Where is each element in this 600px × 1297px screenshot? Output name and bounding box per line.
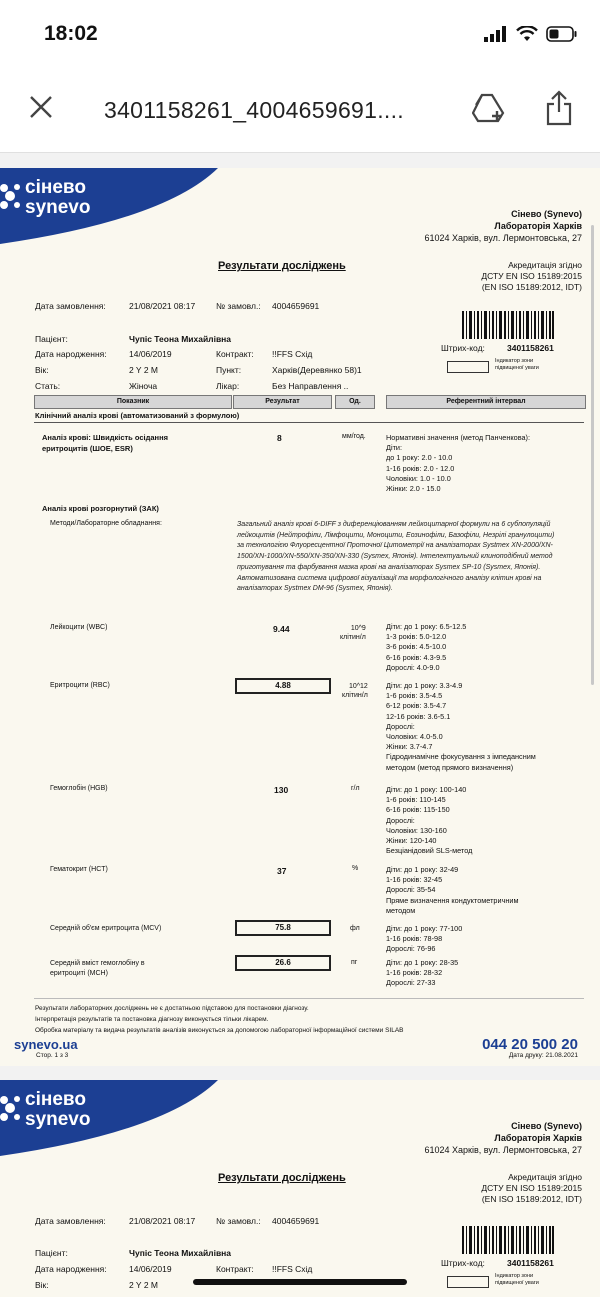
- share-icon[interactable]: [546, 90, 572, 126]
- result-name: Гемоглобін (HGB): [50, 785, 108, 792]
- document-page-2[interactable]: [0, 1080, 600, 1297]
- footer-note-2: Інтерпретація результатів та постановка діагнозу виконується тільки лікарем.: [35, 1016, 269, 1023]
- logo-text-en: synevo: [25, 1109, 91, 1130]
- scrollbar[interactable]: [591, 225, 594, 685]
- home-indicator[interactable]: [193, 1279, 407, 1285]
- result-unit: 10^9 клітин/л: [340, 625, 366, 641]
- synevo-logo-icon: [0, 181, 22, 213]
- result-value-flagged: 75.8: [235, 920, 331, 936]
- result-name: Гематокрит (HCT): [50, 866, 108, 873]
- dob-label: Дата народження:: [35, 1264, 107, 1274]
- point-value: Харків(Деревянко 58)1: [272, 365, 362, 375]
- logo-text-ua: сінево: [25, 1089, 86, 1110]
- result-unit: г/л: [351, 785, 360, 792]
- attention-indicator-label: Індикатор зони підвищеної уваги: [495, 1273, 539, 1286]
- logo-text-en: synevo: [25, 197, 91, 218]
- battery-icon: [546, 26, 578, 42]
- file-name: 3401158261_4004659691....: [104, 97, 404, 123]
- sex-label: Стать:: [35, 381, 61, 391]
- contract-label: Контракт:: [216, 349, 254, 359]
- footer-phone: 044 20 500 20: [482, 1036, 578, 1053]
- order-date: 21/08/2021 08:17: [129, 301, 196, 311]
- accreditation-line1: Акредитація згідно: [508, 1172, 582, 1182]
- status-time: 18:02: [44, 22, 98, 45]
- result-name: Еритроцити (RBC): [50, 682, 110, 689]
- methods-text: Загальний аналіз крові 6-DIFF з диференціюванням лейкоцитарної формули на 6 субпопуляцій лейкоцитів (Нейтрофіли, Лімфоцити, Моноцити, Еозинофіли, Базофіли, Незрілі гранулоцити) за технологією Флуоресцентної Проточної Цитометрії на аналізаторах Systmex XN-2000/XN-1500/XN-1000/XN-550/XN-350/XN-330 (Sysmex, Японія). Інтелектуальний клиноподібний метод приготування та фарбування мазка крові на аналізаторах Sysmex SP-10 (Sysmex, Японія). Автоматизована система цифрової візуалізації та морфологічного аналізу клітин крові на аналізаторах Systmex DM-96 (Sysmex, Японія).: [237, 521, 555, 593]
- wifi-icon: [516, 26, 538, 42]
- attention-indicator-box: [447, 1276, 489, 1288]
- header-result: Результат: [233, 395, 332, 409]
- doctor-value: Без Направлення ..: [272, 381, 349, 391]
- methods-label: Методи/Лабораторне обладнання:: [50, 520, 162, 527]
- result-reference: Діти: до 1 року: 3.3-4.9 1-6 років: 3.5-4.5 6-12 років: 3.5-4.7 12-16 років: 3.6-5.1 Дорослі: Чоловіки: 4.0-5.0 Жінки: 3.7-4.7 Гідродинамічне фокусування з імпедансним методом (метод прямого визначення): [386, 681, 536, 772]
- accreditation-line2: ДСТУ EN ISO 15189:2015: [481, 1183, 582, 1193]
- header-reference: Референтний інтервал: [386, 395, 586, 409]
- footer-print-date: Дата друку: 21.08.2021: [508, 1052, 578, 1059]
- section-divider: [34, 422, 584, 423]
- result-name: Середній вміст гемоглобіну в еритроциті (MCH): [50, 960, 145, 977]
- dob-value: 14/06/2019: [129, 349, 172, 359]
- result-unit: %: [352, 865, 359, 872]
- result-value: 9.44: [273, 624, 290, 634]
- lab-name: Сінево (Synevo): [511, 209, 582, 219]
- sex-value: Жіноча: [129, 381, 158, 391]
- age-label: Вік:: [35, 1280, 49, 1290]
- order-date-label: Дата замовлення:: [35, 1216, 106, 1226]
- lab-address: 61024 Харків, вул. Лермонтовська, 27: [424, 233, 582, 243]
- lab-name: Сінево (Synevo): [511, 1121, 582, 1131]
- result-reference: Діти: до 1 року: 28-35 1-16 років: 28-32 Дорослі: 27-33: [386, 958, 459, 988]
- doctor-label: Лікар:: [216, 381, 240, 391]
- section-clinical: Клінічний аналіз крові (автоматизований з формулою): [35, 411, 240, 420]
- contract-value: !!FFS Схід: [272, 1264, 313, 1274]
- order-number-label: № замовл.:: [216, 1216, 261, 1226]
- patient-name: Чупіс Теона Михайлівна: [129, 334, 232, 344]
- age-value: 2 Y 2 M: [129, 365, 158, 375]
- header-unit: Од.: [335, 395, 375, 409]
- status-icons: [484, 26, 578, 42]
- result-unit: 10^12 клітин/л: [342, 683, 368, 699]
- patient-label: Пацієнт:: [35, 334, 68, 344]
- page-title: Результати досліджень: [218, 260, 346, 272]
- synevo-logo-icon: [0, 1093, 22, 1125]
- attention-indicator-label: Індикатор зони підвищеної уваги: [495, 358, 539, 371]
- signal-icon: [484, 26, 508, 42]
- result-reference: Діти: до 1 року: 100-140 1-6 років: 110-145 6-16 років: 115-150 Дорослі: Чоловіки: 130-160 Жінки: 120-140 Безціанідовий SLS-метод: [386, 785, 473, 856]
- result-unit: пг: [351, 959, 358, 966]
- result-value-flagged: 4.88: [235, 678, 331, 694]
- order-date: 21/08/2021 08:17: [129, 1216, 196, 1226]
- esr-value: 8: [277, 433, 282, 443]
- section-cbc: Аналіз крові розгорнутий (ЗАК): [42, 504, 159, 513]
- lab-address: 61024 Харків, вул. Лермонтовська, 27: [424, 1145, 582, 1155]
- point-label: Пункт:: [216, 365, 242, 375]
- result-unit: фл: [350, 925, 360, 932]
- result-value: 37: [277, 866, 287, 876]
- result-value: 130: [274, 785, 289, 795]
- viewer-toolbar: [0, 70, 600, 153]
- esr-unit: мм/год.: [342, 433, 366, 440]
- status-bar: [0, 0, 600, 70]
- esr-name: Аналіз крові: Швидкість осідання еритроцитів (ШОЕ, ESR): [42, 433, 168, 453]
- accreditation-line2: ДСТУ EN ISO 15189:2015: [481, 271, 582, 281]
- order-number: 4004659691: [272, 1216, 320, 1226]
- barcode-label: Штрих-код:: [441, 1258, 485, 1268]
- accreditation-line3: (EN ISO 15189:2012, IDT): [481, 282, 582, 292]
- age-label: Вік:: [35, 365, 49, 375]
- contract-value: !!FFS Схід: [272, 349, 313, 359]
- barcode-image: [462, 1226, 554, 1254]
- dob-label: Дата народження:: [35, 349, 107, 359]
- lab-branch: Лабораторія Харків: [494, 221, 582, 231]
- page-title: Результати досліджень: [218, 1172, 346, 1184]
- patient-label: Пацієнт:: [35, 1248, 68, 1258]
- result-name: Середній об'єм еритроцита (MCV): [50, 925, 162, 932]
- esr-reference: Нормативні значення (метод Панченкова): Діти: до 1 року: 2.0 - 10.0 1-16 років: 2.0 - 12.0 Чоловіки: 1.0 - 10.0 Жінки: 2.0 - 15.0: [386, 433, 531, 494]
- result-value-flagged: 26.6: [235, 955, 331, 971]
- barcode-value: 3401158261: [507, 1258, 554, 1268]
- accreditation-line1: Акредитація згідно: [508, 260, 582, 270]
- footer-page: Стор. 1 з 3: [36, 1052, 69, 1059]
- footer-site: synevo.ua: [14, 1037, 78, 1052]
- result-reference: Діти: до 1 року: 77-100 1-16 років: 78-98 Дорослі: 76-96: [386, 924, 463, 954]
- result-reference: Діти: до 1 року: 6.5-12.5 1-3 років: 5.0-12.0 3-6 років: 4.5-10.0 6-16 років: 4.3-9.5 Дорослі: 4.0-9.0: [386, 622, 467, 672]
- footer-divider: [34, 998, 584, 999]
- header-indicator: Показник: [34, 395, 232, 409]
- contract-label: Контракт:: [216, 1264, 254, 1274]
- order-number-label: № замовл.:: [216, 301, 261, 311]
- lab-branch: Лабораторія Харків: [494, 1133, 582, 1143]
- order-number: 4004659691: [272, 301, 320, 311]
- footer-note-1: Результати лабораторних досліджень не є достатньою підставою для постановки діагнозу.: [35, 1005, 309, 1012]
- logo-text-ua: сінево: [25, 177, 86, 198]
- footer-note-3: Обробка матеріалу та видача результатів аналізів виконується за допомогою лабораторної інформаційної системи SILAB: [35, 1027, 404, 1034]
- barcode-label: Штрих-код:: [441, 343, 485, 353]
- dob-value: 14/06/2019: [129, 1264, 172, 1274]
- result-name: Лейкоцити (WBC): [50, 624, 108, 631]
- barcode-value: 3401158261: [507, 343, 554, 353]
- result-reference: Діти: до 1 року: 32-49 1-16 років: 32-45 Дорослі: 35-54 Пряме визначення кондуктометричним методом: [386, 865, 519, 915]
- patient-name: Чупіс Теона Михайлівна: [129, 1248, 232, 1258]
- age-value: 2 Y 2 M: [129, 1280, 158, 1290]
- document-page-1[interactable]: [0, 168, 600, 1066]
- accreditation-line3: (EN ISO 15189:2012, IDT): [481, 1194, 582, 1204]
- barcode-image: [462, 311, 554, 339]
- close-icon[interactable]: [28, 94, 54, 120]
- attention-indicator-box: [447, 361, 489, 373]
- add-to-drive-icon[interactable]: [472, 92, 508, 124]
- order-date-label: Дата замовлення:: [35, 301, 106, 311]
